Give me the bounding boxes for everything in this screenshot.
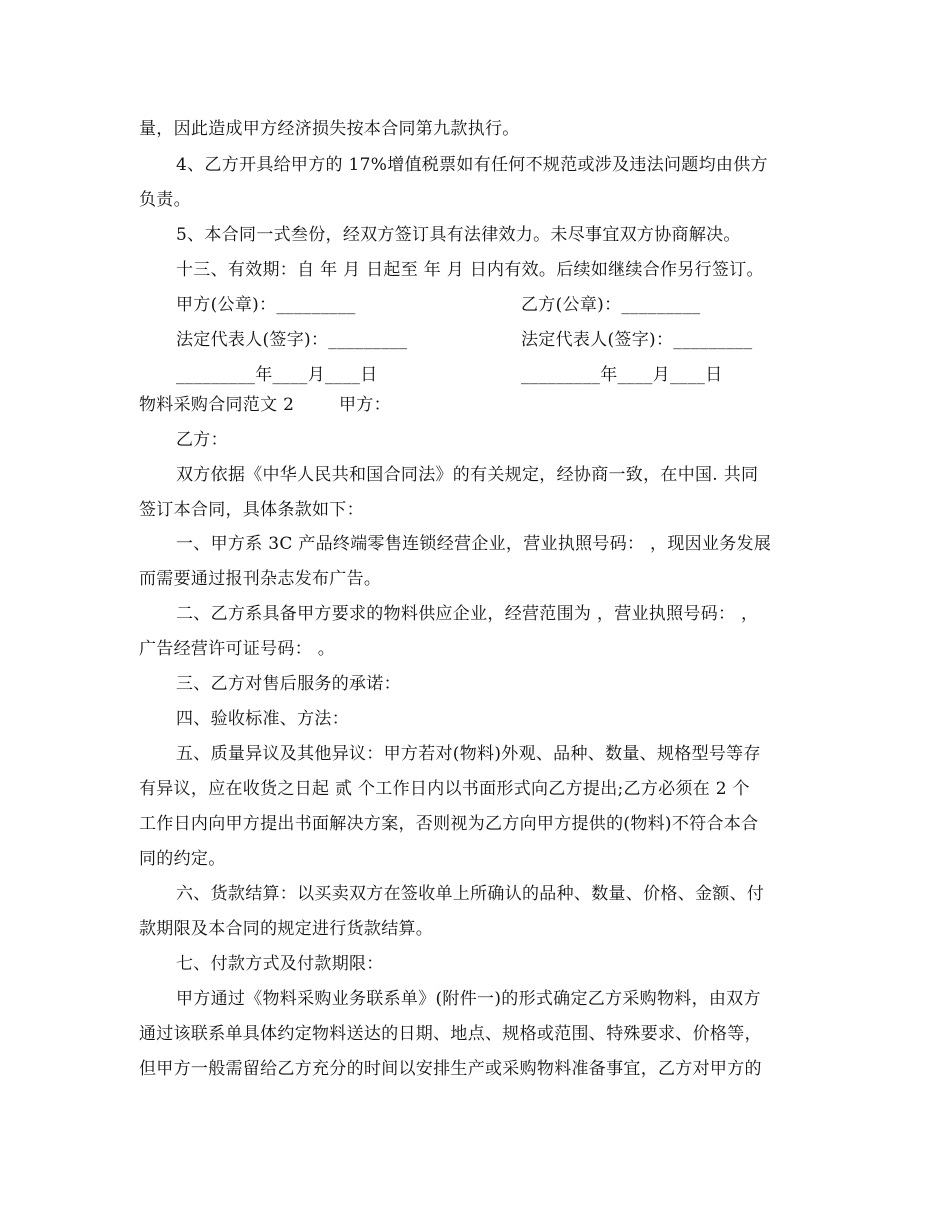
text-line: 签订本合同，具体条款如下： — [139, 500, 364, 520]
party-a-label: 甲方： — [339, 395, 391, 415]
party-b-label: 乙方： — [176, 430, 228, 450]
party-b-seal: 乙方(公章)：_________ — [521, 295, 701, 315]
contract-title: 物料采购合同范文 2 — [139, 395, 295, 415]
text-line: 款期限及本合同的规定进行货款结算。 — [139, 919, 434, 939]
text-line: 量，因此造成甲方经济损失按本合同第九款执行。 — [139, 119, 520, 139]
text-line: 五、质量异议及其他异议：甲方若对(物料)外观、品种、数量、规格型号等存 — [176, 744, 761, 764]
text-line: 同的约定。 — [139, 849, 226, 869]
text-line: 六、货款结算：以买卖双方在签收单上所确认的品种、数量、价格、金额、付 — [176, 884, 765, 904]
text-line: 三、乙方对售后服务的承诺： — [176, 674, 401, 694]
party-a-seal: 甲方(公章)：_________ — [176, 295, 356, 315]
text-line: 5、本合同一式叁份，经双方签订具有法律效力。未尽事宜双方协商解决。 — [176, 225, 741, 245]
text-line: 双方依据《中华人民共和国合同法》的有关规定，经协商一致，在中国. 共同 — [176, 465, 759, 485]
text-line: 工作日内向甲方提出书面解决方案，否则视为乙方向甲方提供的(物料)不符合本合 — [139, 814, 759, 834]
text-line: 一、甲方系 3C 产品终端零售连锁经营企业，营业执照号码： ，现因业务发展 — [176, 534, 772, 554]
text-line: 十三、有效期：自 年 月 日起至 年 月 日内有效。后续如继续合作另行签订。 — [176, 260, 764, 280]
text-line: 而需要通过报刊杂志发布广告。 — [139, 569, 382, 589]
text-line: 甲方通过《物料采购业务联系单》(附件一)的形式确定乙方采购物料，由双方 — [176, 989, 761, 1009]
party-b-date: _________年____月____日 — [521, 365, 723, 385]
text-line: 广告经营许可证号码： 。 — [139, 639, 336, 659]
text-line: 四、验收标准、方法： — [176, 709, 349, 729]
text-line: 有异议，应在收货之日起 贰 个工作日内以书面形式向乙方提出;乙方必须在 2 个 — [139, 779, 750, 799]
text-line: 但甲方一般需留给乙方充分的时间以安排生产或采购物料准备事宜，乙方对甲方的 — [139, 1059, 762, 1079]
text-line: 通过该联系单具体约定物料送达的日期、地点、规格或范围、特殊要求、价格等， — [139, 1024, 762, 1044]
text-line: 4、乙方开具给甲方的 17%增值税票如有任何不规范或涉及违法问题均由供方 — [176, 155, 768, 175]
party-a-date: _________年____月____日 — [176, 365, 378, 385]
party-b-representative: 法定代表人(签字)：_________ — [521, 330, 753, 350]
text-line: 二、乙方系具备甲方要求的物料供应企业，经营范围为 ，营业执照号码： ， — [176, 604, 759, 624]
text-line: 负责。 — [139, 190, 191, 210]
text-line: 七、付款方式及付款期限： — [176, 954, 384, 974]
party-a-representative: 法定代表人(签字)：_________ — [176, 330, 408, 350]
